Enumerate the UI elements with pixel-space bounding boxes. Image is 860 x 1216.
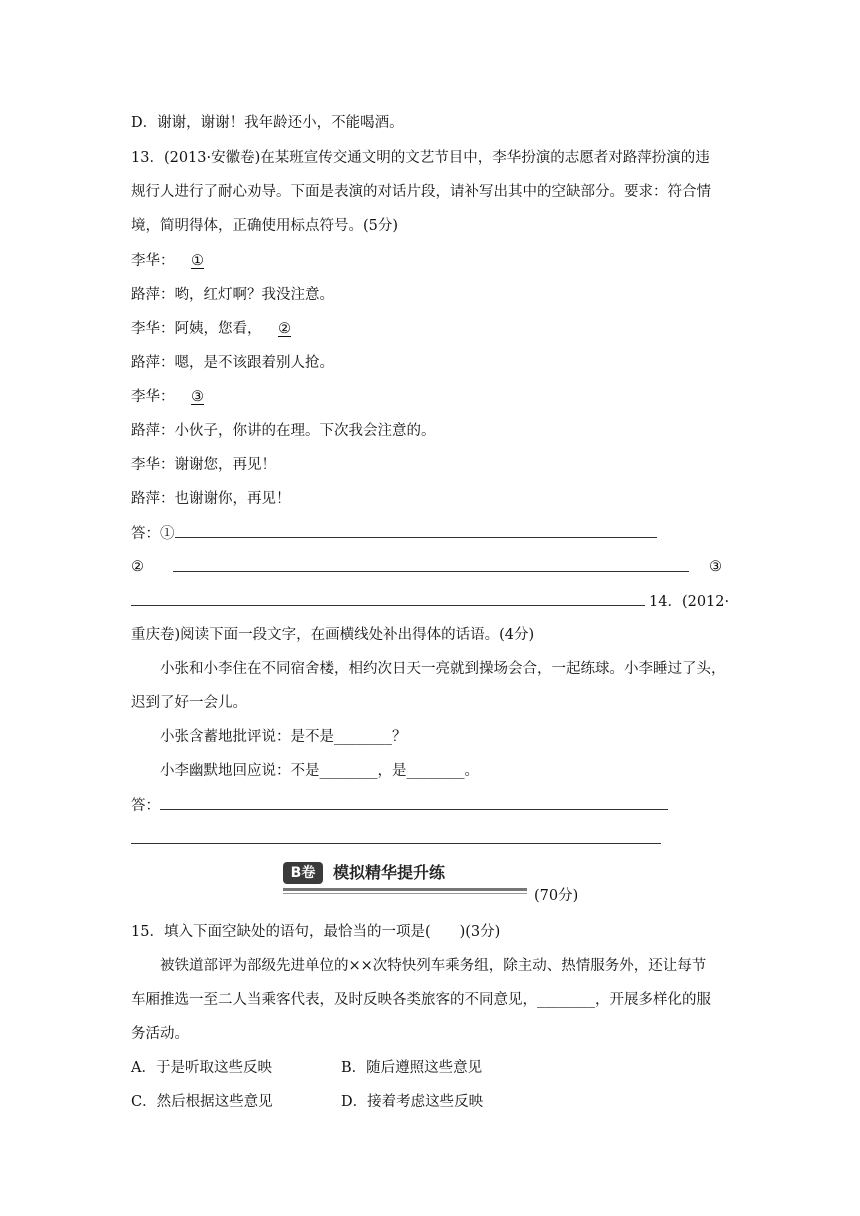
question-14-paragraph-1-cont: 迟到了好一会儿。 (131, 695, 247, 711)
answer-label: 答：① (131, 526, 175, 542)
section-badge: B卷 (283, 862, 323, 884)
option-c: C．然后根据这些意见 (131, 1094, 273, 1110)
blank-2: ② (278, 321, 291, 337)
question-14-paragraph-2: 小张含蓄地批评说：是不是________？ (160, 729, 407, 745)
question-14-paragraph-3: 小李幽默地回应说：不是________，是________。 (160, 763, 479, 779)
answer-label: 答： (131, 798, 160, 814)
question-14-number: 14．(2012· (649, 594, 730, 610)
answer-blank (160, 795, 668, 810)
dialogue-line-1 (131, 251, 221, 271)
answer-blank (173, 557, 689, 572)
dialogue-line-4: 路萍：嗯，是不该跟着别人抢。 (131, 355, 334, 371)
answer-13-line-3 (131, 591, 729, 612)
option-b: B．随后遵照这些意见 (341, 1060, 483, 1076)
question-15-paragraph-1: 被铁道部评为部级先进单位的××次特快列车乘务组，除主动、热情服务外，还让每节 (160, 958, 707, 974)
dialogue-line-8: 路萍：也谢谢你，再见！ (131, 491, 291, 507)
answer-marker-3: ③ (709, 559, 722, 575)
question-15-paragraph-2: 车厢推选一至二人当乘客代表，及时反映各类旅客的不同意见，________，开展多样化的服 (131, 992, 711, 1008)
speaker-label: 李华： (131, 253, 175, 269)
question-14-line-2: 重庆卷)阅读下面一段文字，在画横线处补出得体的话语。(4分) (131, 627, 535, 643)
dialogue-line-7: 李华：谢谢您，再见！ (131, 457, 276, 473)
answer-13-line-2 (131, 557, 721, 577)
section-score: (70分) (534, 888, 579, 904)
question-12-option-d: D．谢谢，谢谢！我年龄还小，不能喝酒。 (131, 115, 404, 131)
banner-rule-thin (283, 893, 527, 894)
blank-3: ③ (191, 389, 204, 405)
question-13-line-1: 13．(2013·安徽卷)在某班宣传交通文明的文艺节目中，李华扮演的志愿者对路萍扮演的违 (131, 150, 710, 166)
answer-blank (175, 523, 657, 538)
speaker-label: 李华： (131, 389, 175, 405)
question-13-line-2: 规行人进行了耐心劝导。下面是表演的对话片段，请补写出其中的空缺部分。要求：符合情 (131, 184, 711, 200)
dialogue-text: 李华：阿姨，您看， (131, 321, 262, 337)
answer-marker-2: ② (131, 559, 144, 575)
dialogue-line-2: 路萍：哟，红灯啊？我没注意。 (131, 287, 334, 303)
question-14-paragraph-1: 小张和小李住在不同宿舍楼，相约次日天一亮就到操场会合，一起练球。小李睡过了头， (160, 661, 726, 677)
option-d: D．接着考虑这些反映 (341, 1094, 484, 1110)
section-banner (283, 858, 527, 898)
answer-13-line-1 (131, 523, 657, 544)
dialogue-line-6: 路萍：小伙子，你讲的在理。下次我会注意的。 (131, 423, 436, 439)
blank-1: ① (191, 253, 204, 269)
answer-blank (131, 591, 645, 606)
dialogue-line-5 (131, 387, 221, 407)
answer-14-line-1 (131, 795, 668, 816)
option-a: A．于是听取这些反映 (131, 1060, 272, 1076)
section-title: 模拟精华提升练 (333, 863, 446, 882)
question-15-line-1: 15．填入下面空缺处的语句，最恰当的一项是( )(3分) (131, 924, 501, 940)
answer-14-line-2 (131, 829, 661, 850)
banner-rule (283, 888, 527, 891)
answer-blank (131, 829, 661, 844)
question-15-paragraph-3: 务活动。 (131, 1026, 189, 1042)
question-13-line-3: 境，简明得体，正确使用标点符号。(5分) (131, 218, 399, 234)
dialogue-line-3 (131, 319, 308, 339)
